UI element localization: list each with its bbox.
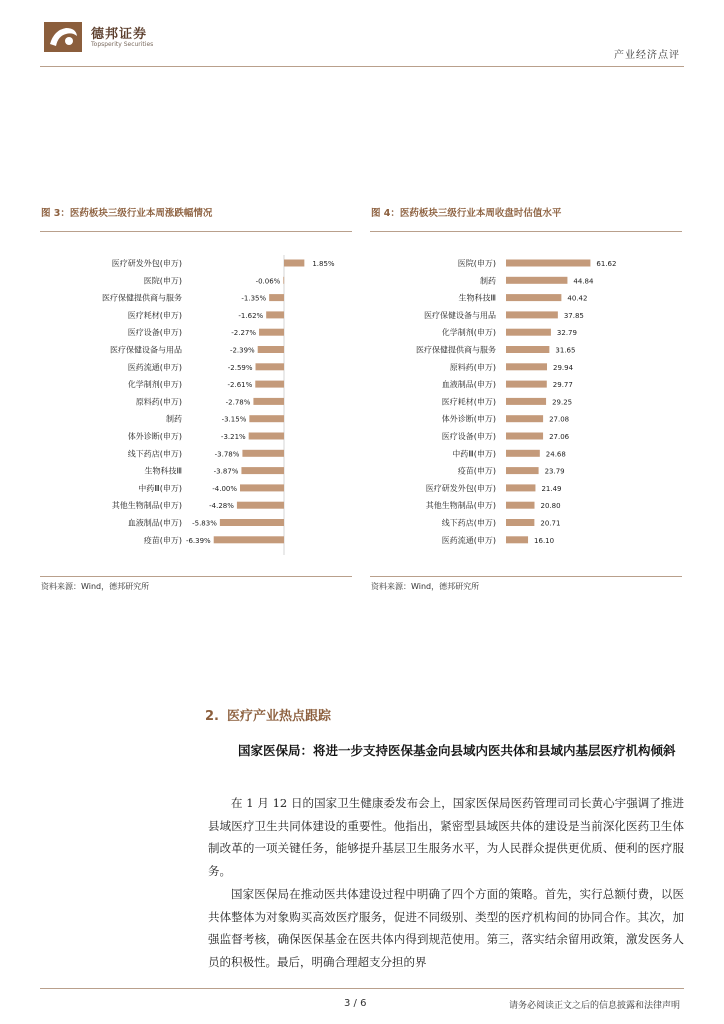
chart4-value-label: 24.68 xyxy=(545,450,566,459)
figure-3-top-rule xyxy=(40,231,352,232)
chart4-bar xyxy=(506,381,547,388)
chart3-category-label: 血液制品(申万) xyxy=(127,518,182,528)
chart4-category-label: 医疗保健设备与用品 xyxy=(424,310,496,320)
chart3-bar xyxy=(269,294,284,301)
chart3-value-label: -2.39% xyxy=(229,346,255,355)
figure-4-top-rule xyxy=(370,231,682,232)
chart4-bar xyxy=(506,311,558,318)
figure-4-source: 资料来源：Wind，德邦研究所 xyxy=(371,582,480,591)
chart4-value-label: 37.85 xyxy=(563,311,584,320)
chart3-value-label: -6.39% xyxy=(185,536,211,545)
chart3-value-label: -4.00% xyxy=(212,484,237,493)
disclaimer-text: 请务必阅读正文之后的信息披露和法律声明 xyxy=(508,1001,680,1011)
body-paragraph-1: 在 1 月 12 日的国家卫生健康委发布会上，国家医保局医药管理司司长黄心宇强调了推进县域医疗卫生共同体建设的重要性。他指出，紧密型县域医共体的建设是当前深化医药卫生体制改革的一项关键任务，能够提升基层卫生服务水平，为人民群众提供更优质、便利的医疗服务。 xyxy=(208,796,684,878)
chart4-bar xyxy=(506,415,543,422)
chart3-category-label: 线下药店(申万) xyxy=(127,449,182,459)
chart4-bar xyxy=(506,398,546,405)
chart3-value-label: -2.78% xyxy=(225,398,251,407)
chart3-value-label: -0.06% xyxy=(255,277,281,286)
chart-valuation xyxy=(370,255,682,555)
chart3-bar xyxy=(240,484,284,491)
chart3-bar xyxy=(258,346,284,353)
chart3-value-label: -3.78% xyxy=(214,450,240,459)
chart3-value-label: 1.85% xyxy=(312,260,335,268)
chart4-value-label: 44.84 xyxy=(573,277,594,286)
chart3-value-label: -2.59% xyxy=(227,363,253,372)
chart4-value-label: 20.80 xyxy=(540,502,561,511)
chart-weekly-change xyxy=(40,255,352,555)
chart4-category-label: 原料药(申万) xyxy=(449,362,496,372)
chart4-category-label: 血液制品(申万) xyxy=(441,380,496,390)
chart4-value-label: 27.08 xyxy=(549,415,570,424)
news-headline: 国家医保局：将进一步支持医保基金向县域内医共体和县域内基层医疗机构倾斜 xyxy=(238,743,676,758)
chart3-bar xyxy=(255,381,284,388)
chart4-value-label: 29.25 xyxy=(552,398,573,407)
chart4-category-label: 医疗设备(申万) xyxy=(441,432,496,441)
chart3-bar xyxy=(284,260,304,267)
chart4-category-label: 生物科技Ⅲ xyxy=(458,293,496,303)
chart3-category-label: 医疗耗材(申万) xyxy=(127,310,182,320)
figure-3-source: 资料来源：Wind，德邦研究所 xyxy=(41,582,150,591)
chart4-bar xyxy=(506,329,551,336)
chart3-category-label: 其他生物制品(申万) xyxy=(111,501,182,511)
chart4-bar xyxy=(506,433,543,440)
chart4-category-label: 疫苗(申万) xyxy=(457,466,496,476)
chart3-bar xyxy=(259,329,284,336)
chart3-bar xyxy=(237,502,284,509)
chart4-bar xyxy=(506,363,547,370)
chart4-category-label: 线下药店(申万) xyxy=(441,518,496,528)
chart3-category-label: 医疗保健提供商与服务 xyxy=(102,293,182,303)
chart4-value-label: 23.79 xyxy=(544,467,565,476)
chart4-bar xyxy=(506,484,535,491)
chart3-bar xyxy=(266,311,284,318)
chart4-category-label: 化学制剂(申万) xyxy=(441,328,496,338)
logo-chinese-name: 德邦证券 xyxy=(91,27,148,42)
chart4-category-label: 体外诊断(申万) xyxy=(441,414,496,424)
figure-4-bottom-rule xyxy=(370,576,682,577)
chart3-bar xyxy=(249,433,284,440)
chart3-bar xyxy=(256,363,284,370)
chart3-category-label: 医院(申万) xyxy=(143,276,182,286)
chart3-bar xyxy=(249,415,284,422)
page-number: 3 / 6 xyxy=(344,998,367,1009)
chart3-value-label: -1.62% xyxy=(238,311,264,320)
chart3-value-label: -4.28% xyxy=(209,502,234,511)
chart3-category-label: 原料药(申万) xyxy=(135,397,182,407)
logo-english-name: Topsperity Securities xyxy=(91,41,154,48)
chart3-bar xyxy=(283,277,284,284)
chart3-category-label: 生物科技Ⅲ xyxy=(144,466,182,476)
chart3-value-label: -3.87% xyxy=(213,467,239,476)
chart4-bar xyxy=(506,450,540,457)
chart4-category-label: 其他生物制品(申万) xyxy=(425,501,496,511)
chart4-value-label: 21.49 xyxy=(541,484,562,493)
chart4-category-label: 医疗耗材(申万) xyxy=(441,397,496,407)
chart4-bar xyxy=(506,467,539,474)
chart3-value-label: -3.21% xyxy=(220,433,246,441)
section-number: 2. xyxy=(205,709,219,724)
chart3-bar xyxy=(214,536,284,543)
section-title xyxy=(205,705,331,724)
chart4-bar xyxy=(506,277,567,284)
chart3-value-label: -1.35% xyxy=(241,294,267,303)
chart3-category-label: 疫苗(申万) xyxy=(143,535,182,545)
chart3-category-label: 医疗保健设备与用品 xyxy=(110,345,182,355)
chart3-category-label: 制药 xyxy=(166,414,182,424)
chart4-value-label: 16.10 xyxy=(534,536,555,545)
chart3-value-label: -5.83% xyxy=(192,519,217,528)
body-paragraph-2: 国家医保局在推动医共体建设过程中明确了四个方面的策略。首先，实行总额付费，以医共体整体为对象购买高效医疗服务，促进不同级别、类型的医疗机构间的协同合作。其次，加强监督考核，确保医保基金在医共体内得到规范使用。第三，落实结余留用政策，激发医务人员的积极性。最后，明确合理超支分担的界 xyxy=(208,887,684,969)
chart4-value-label: 61.62 xyxy=(596,260,617,268)
chart3-bar xyxy=(253,398,284,405)
chart3-category-label: 体外诊断(申万) xyxy=(127,432,182,441)
chart4-value-label: 29.77 xyxy=(552,381,573,390)
chart3-bar xyxy=(220,519,284,526)
chart4-category-label: 制药 xyxy=(480,276,496,286)
chart3-bar xyxy=(241,467,284,474)
chart4-bar xyxy=(506,346,549,353)
chart4-bar xyxy=(506,519,534,526)
chart4-bar xyxy=(506,260,590,267)
figure-3-bottom-rule xyxy=(40,576,352,577)
chart3-bar xyxy=(242,450,284,457)
chart4-category-label: 医疗研发外包(申万) xyxy=(425,483,496,493)
chart4-category-label: 医疗保健提供商与服务 xyxy=(416,345,496,355)
chart4-bar xyxy=(506,536,528,543)
chart3-category-label: 医疗研发外包(申万) xyxy=(111,259,182,268)
chart4-bar xyxy=(506,502,534,509)
report-category: 产业经济点评 xyxy=(614,50,680,61)
figure-3-title: 图 3：医药板块三级行业本周涨跌幅情况 xyxy=(41,208,213,219)
chart4-value-label: 29.94 xyxy=(553,363,574,372)
section-title-text: 医疗产业热点跟踪 xyxy=(226,709,331,724)
chart4-category-label: 中药Ⅲ(申万) xyxy=(452,449,496,459)
chart4-value-label: 40.42 xyxy=(567,294,588,303)
company-logo xyxy=(44,22,82,52)
chart3-category-label: 中药Ⅲ(申万) xyxy=(138,483,182,493)
chart4-value-label: 31.65 xyxy=(555,346,576,355)
header-rule xyxy=(40,66,684,67)
chart3-category-label: 医疗设备(申万) xyxy=(127,328,182,338)
chart3-category-label: 医药流通(申万) xyxy=(127,362,182,372)
chart3-value-label: -2.61% xyxy=(227,381,253,390)
chart4-category-label: 医药流通(申万) xyxy=(441,535,496,545)
chart4-value-label: 20.71 xyxy=(540,519,561,528)
chart3-value-label: -3.15% xyxy=(221,415,247,424)
chart4-value-label: 32.79 xyxy=(556,329,577,338)
chart4-bar xyxy=(506,294,561,301)
chart4-value-label: 27.06 xyxy=(549,433,570,441)
chart3-category-label: 化学制剂(申万) xyxy=(127,380,182,390)
footer-rule xyxy=(40,988,684,989)
chart3-value-label: -2.27% xyxy=(231,329,257,338)
chart4-category-label: 医院(申万) xyxy=(457,259,496,268)
figure-4-title: 图 4：医药板块三级行业本周收盘时估值水平 xyxy=(371,208,562,219)
